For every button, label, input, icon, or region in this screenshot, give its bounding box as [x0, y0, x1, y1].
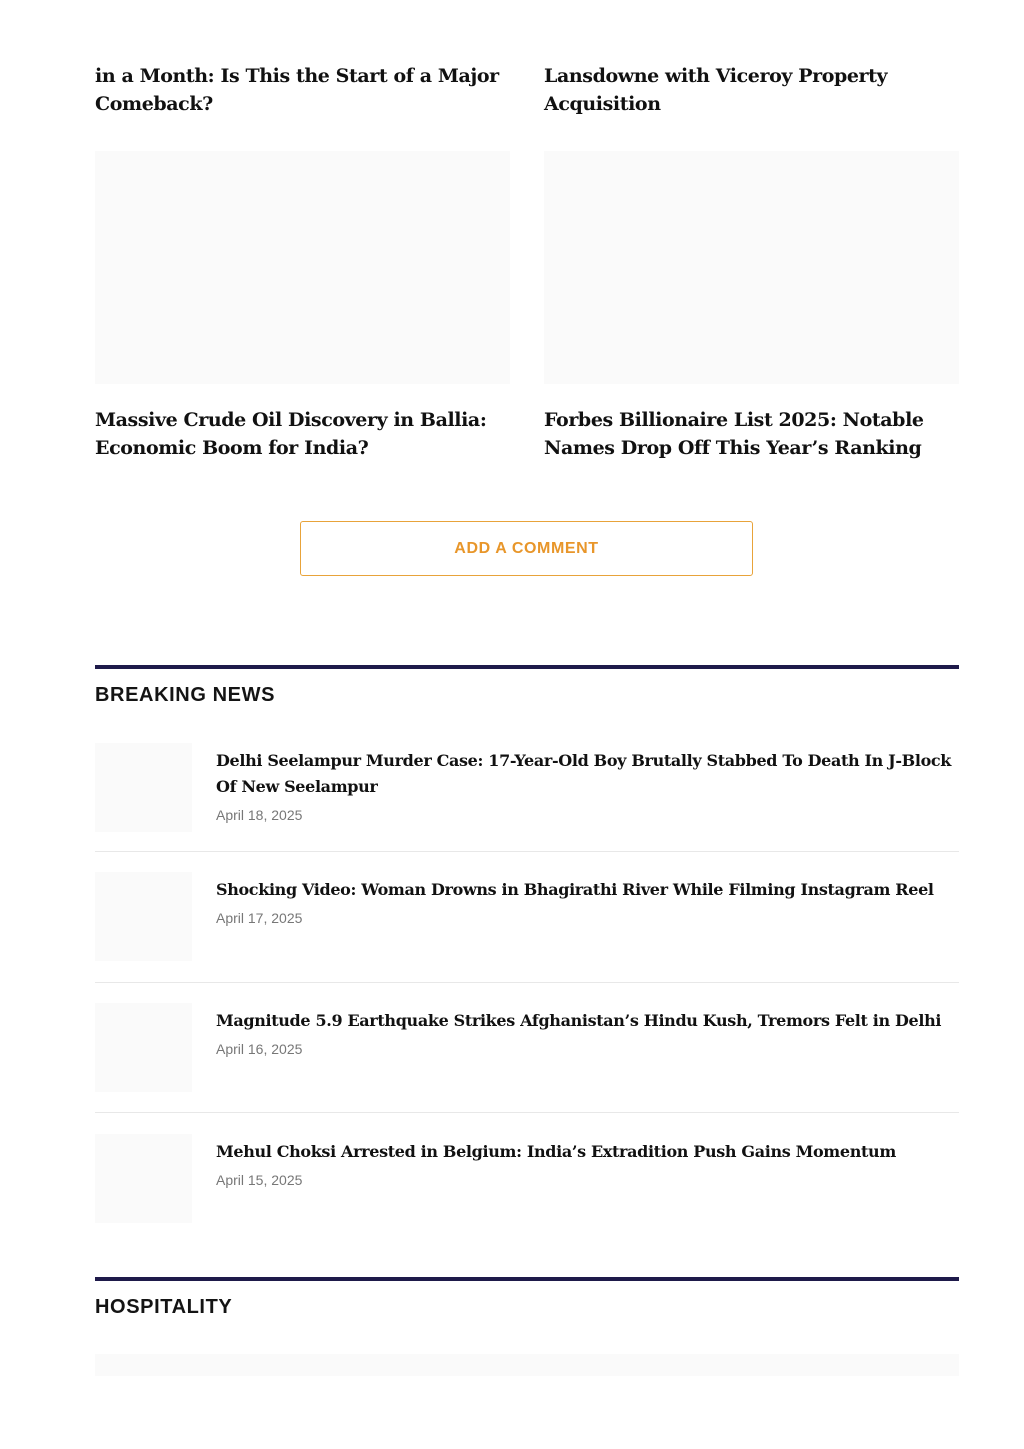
- news-list-item[interactable]: [95, 743, 959, 851]
- news-date: April 16, 2025: [216, 1041, 303, 1057]
- news-date: April 17, 2025: [216, 910, 303, 926]
- hospitality-image-placeholder[interactable]: [95, 1354, 959, 1376]
- hospitality-rule: [95, 1277, 959, 1281]
- related-article-title[interactable]: Forbes Billionaire List 2025: Notable Names Drop Off This Year’s Ranking: [544, 409, 924, 459]
- related-article-image[interactable]: [95, 151, 510, 384]
- news-body: [216, 743, 959, 851]
- related-article-card: [95, 62, 510, 462]
- news-list-item[interactable]: [95, 852, 959, 982]
- news-thumbnail[interactable]: [95, 743, 192, 832]
- breaking-news-list: [95, 743, 959, 1242]
- hospitality-heading: HOSPITALITY: [95, 1296, 233, 1318]
- news-title[interactable]: Delhi Seelampur Murder Case: 17-Year-Old Boy Brutally Stabbed To Death In J-Block Of New Seelampur: [216, 751, 952, 796]
- news-list-item[interactable]: [95, 1113, 959, 1242]
- news-thumbnail[interactable]: [95, 1134, 192, 1223]
- add-comment-button[interactable]: ADD A COMMENT: [300, 521, 753, 576]
- related-articles-grid: [95, 62, 959, 462]
- related-article-title[interactable]: in a Month: Is This the Start of a Major Comeback?: [95, 65, 499, 115]
- related-article-title[interactable]: Lansdowne with Viceroy Property Acquisition: [544, 65, 888, 115]
- news-thumbnail[interactable]: [95, 872, 192, 961]
- news-thumbnail[interactable]: [95, 1003, 192, 1092]
- news-body: [216, 1134, 959, 1242]
- news-body: [216, 1003, 959, 1112]
- news-body: [216, 872, 959, 982]
- breaking-news-rule: [95, 665, 959, 669]
- breaking-news-heading: BREAKING NEWS: [95, 684, 276, 706]
- news-title[interactable]: Shocking Video: Woman Drowns in Bhagirathi River While Filming Instagram Reel: [216, 880, 934, 899]
- related-article-card: [544, 62, 959, 462]
- news-date: April 18, 2025: [216, 807, 303, 823]
- related-article-title[interactable]: Massive Crude Oil Discovery in Ballia: Economic Boom for India?: [95, 409, 487, 459]
- news-list-item[interactable]: [95, 983, 959, 1112]
- news-title[interactable]: Magnitude 5.9 Earthquake Strikes Afghanistan’s Hindu Kush, Tremors Felt in Delhi: [216, 1011, 942, 1030]
- news-date: April 15, 2025: [216, 1172, 303, 1188]
- related-article-image[interactable]: [544, 151, 959, 384]
- news-title[interactable]: Mehul Choksi Arrested in Belgium: India’s Extradition Push Gains Momentum: [216, 1142, 896, 1161]
